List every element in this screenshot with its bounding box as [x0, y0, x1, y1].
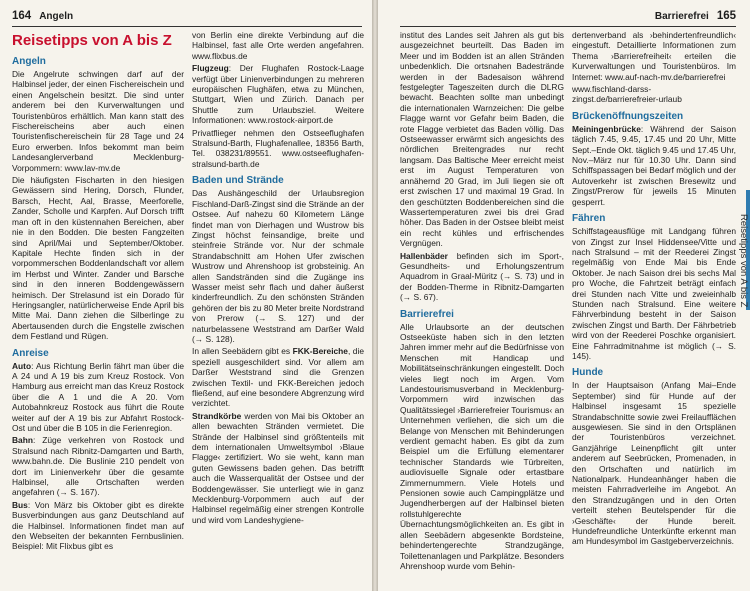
- paragraph: dertenverband als ›behindertenfreundlich‹ eingestuft. Detaillierte Informationen zum Thema ›Barrierefreiheit‹ erteilen die Kurverwaltungen und Touristenbüros. Im Internet: www.auf-nach-mv.de/barrierefrei: [572, 30, 736, 82]
- left-column-2: [192, 30, 364, 587]
- side-index-label: Reisetipps von A bis Z: [738, 214, 749, 308]
- right-column-2: [572, 30, 736, 587]
- right-page: [378, 0, 750, 591]
- paragraph: Schiffstageausflüge mit Landgang führen von Zingst zur Insel Hiddensee/Vitte und nach Stralsund – mit der Reederei Zingst regelmäßig von Ende Mai bis Ende Oktober. Je nach Saison drei bis sechs Mal pro Woche, die Fahrtzeit beträgt einfach drei Stunden nach Vitte und zweieinhalb Stunden nach Stralsund. Eine weitere Fährverbindung besteht in der Saison zwischen Zingst und Barth. Der Fährbetrieb wird von der Reederei Poschke organisiert. Eine Fahrradmitnahme ist möglich (→ S. 145).: [572, 226, 736, 361]
- left-page-header: [12, 10, 362, 24]
- left-page: [0, 0, 372, 591]
- paragraph-text: : Während der Saison täglich 7.45, 9.45, 17.45 und 20 Uhr, Mitte Sept.–Ende Okt. täglich 9.45 und 17.45 Uhr, Nov.–März nur für 10.30 Uhr. Dann sind Schiffspassagen bei Bedarf möglich und der Autoverkehr ist zwischen Bresewitz und Zingst/Prerow für jeweils 15 Minuten gesperrt.: [572, 123, 736, 207]
- right-columns: [400, 30, 736, 587]
- paragraph-url: www.fischland-darss-zingst.de/barrierefreier-urlaub: [572, 84, 682, 105]
- paragraph: In der Hauptsaison (Anfang Mai–Ende September) sind für Hunde auf der Halbinsel insgesamt 15 spezielle Strandabschnitte sowie zwei Freilaufflächen ausgewiesen. Sie sind in den Ortsplänen der Touristenbüros verzeichnet. Ganzjährige Leinenpflicht gilt unter anderem auf Seebrücken, Promenaden, in den Ortschaften und natürlich im Nationalpark. Hundeanhänger haben die meisten Fahrradverleihe im Angebot. An den Strandzugängen und in den Orten verteilt stehen Beutelspender für die ›Geschäfte‹ der Hunde bereit. Hundefreundliche Unterkünfte erkennt man am Hundesymbol im Gastgeberverzeichnis.: [572, 380, 736, 547]
- run-in-label: Meiningenbrücke: [572, 123, 641, 134]
- run-in-label: Bus: [12, 499, 28, 510]
- header-rule: [400, 26, 736, 27]
- paragraph: institut des Landes seit Jahren als gut bis ausgezeichnet beurteilt. Das Baden im Meer und im Bodden ist an allen Stränden unbedenklich. Die ortsnahen Badestrände werden in der Badesaison während festgelegter Tageszeiten durch die DLRG bewacht. Beachten sollte man unbedingt die internationalen Warnzeichen: Die gelbe Flagge warnt vor Gefahr beim Baden, die rote Flagge verbietet das Baden völlig. Das Ostseewasser erwärmt sich angesichts des nördlichen Breitengrades nur recht langsam. Das Baltische Meer erreicht meist erst im August Temperaturen von annähernd 20 Grad, im Juli liegen sie oft erst zwischen 17 und maximal 19 Grad. In den geschützten Boddenbereichen sind die Wassertemperaturen zwei bis drei Grad höher. Das Baden in der Ostsee bleibt meist ein recht kühles und erfrischendes Vergnügen.: [400, 30, 564, 249]
- paragraph-bahn: [12, 435, 184, 497]
- paragraph: Alle Urlaubsorte an der deutschen Ostseeküste haben sich in den letzten Jahren immer mehr auf die Bedürfnisse von Menschen mit Handicap und Mobilitätseinschränkungen eingestellt. Doch vieles liegt noch im Argen. Vom Landestourismusverband in Mecklenburg-Vorpommern wird inzwischen das Qualitätssiegel ›Barrierefreier Tourismus‹ an Unternehmen verliehen, die sich um die Belange von Menschen mit Behinderungen verdient gemacht haben. Es gibt da zum Beispiel um die Erfüllung elementarer technischer Standards wie Türbreiten, audiovisuelle Signale oder ertastbare Zimmernummern. Viele Hotels und Pensionen sowie auch Campingplätze und Jugendherbergen auf der Halbinsel bieten rollstuhlgerechte Übernachtungsmöglichkeiten an. Es gibt in allen Seebädern abgesenkte Bordsteine, behindertengerechte Strandzugänge, Toilettenanlagen und Parkplätze. Besonders Ahrenshoop wurde vom Behin-: [400, 321, 564, 571]
- paragraph: Privatflieger nehmen den Ostseeflughafen Stralsund-Barth, Flughafenallee, 18356 Barth, Tel. 038231/89551. www.ostseeflughafen-stralsund-barth.de: [192, 127, 364, 169]
- paragraph-text: : Der Flughafen Rostock-Laage verfügt über Linienverbindungen zu mehreren europäischen Flughäfen, etwa zu München, Stuttgart, Wien und Zürich. Danach per Shuttle zum Urlaubsziel. Weitere Informationen: www.rostock-airport.de: [192, 63, 364, 126]
- paragraph-text: , die speziell ausgeschildert sind. Vor allem am Darßer Weststrand sind die Grenzen zwischen Textil- und FKK-Bereichen jedoch fließend, auf eine besondere Abgrenzung wird verzichtet.: [192, 346, 364, 409]
- left-column-1: [12, 30, 184, 587]
- run-in-label: Bahn: [12, 435, 33, 446]
- running-header-section: Barrierefrei: [654, 11, 709, 22]
- paragraph-auto: [12, 361, 184, 434]
- paragraph-text: : Von März bis Oktober gibt es direkte Busverbindungen aus ganz Deutschland auf die Halbinsel. Informationen findet man auf den Webseiten der bekannten Fernbuslinien. Beispiel: Mit Flixbus gibt es: [12, 499, 184, 552]
- paragraph-flugzeug: [192, 63, 364, 125]
- right-column-1: [400, 30, 564, 587]
- paragraph-hallen: [400, 251, 564, 303]
- paragraph-text: werden von Mai bis Oktober an allen bewachten Stränden vermietet. Die Strände der Halbinsel sind größtenteils mit dem internationalen Umweltsymbol ›Blaue Flagge‹ zertifiziert. Wo sie weht, kann man guten Gewissens baden gehen. Das betrifft auch die Wasserqualität der Ostsee und der Boddengewässer. Sie unterliegt wie in ganz Mecklenburg-Vorpommern auch auf der Halbinsel regelmäßig einer strengen Kontrolle und wird vom Landeshygiene-: [192, 410, 364, 525]
- paragraph: Die Angelrute schwingen darf auf der Halbinsel jeder, der einen Fischereischein und einen Angelschein besitzt. Die sind unter anderem bei den Kurverwaltungen und Touristenbüros erhältlich. Man kann statt des Fischereischeins aber auch einen Touristenfischereischein für 28 Tage und 24 Euro erwerben. Infos bekommt man beim Landesanglerverband Mecklenburg-Vorpommern: www.lav-mv.de: [12, 69, 184, 173]
- paragraph: Das Aushängeschild der Urlaubsregion Fischland-Darß-Zingst sind die Strände an der Ostsee. Auf nahezu 60 Kilometern Länge findet man von Dierhagen und Wustrow bis Zingst höchst feinsandige, breite und steinfreie Strände vor. Nur der schmale Strandabschnitt am Hohen Ufer zwischen Wustrow und Ahrenshoop ist grobsteinig. An allen Sandstränden sind die Zugänge ins Wasser meist sehr flach und daher äußerst kinderfreundlich. Zu den schönsten Stränden gehören der bis zu 80 Meter breite Nordstrand von Prerow (→ S. 127) und der naturbelassene Weststrand am Darßer Wald (→ S. 128).: [192, 188, 364, 344]
- heading-angeln: Angeln: [12, 56, 46, 67]
- heading-baden: Baden und Strände: [192, 175, 284, 187]
- paragraph-text: : Aus Richtung Berlin fährt man über die A 24 und A 19 bis zum Kreuz Rostock. Von Hamburg aus erreicht man das Kreuz Rostock über die A 1 und die A 20. Vom Autobahnkreuz Rostock aus führt die Route weiter auf der A 19 bis zur Abfahrt Rostock-Ost und über die B 105 in die Ferienregion.: [12, 360, 184, 433]
- header-rule: [12, 26, 362, 27]
- left-columns: [12, 30, 364, 587]
- paragraph-bus: [12, 500, 184, 552]
- heading-faehren: Fähren: [572, 213, 606, 225]
- paragraph-strandkorb: [192, 411, 364, 525]
- heading-anreise: Anreise: [12, 347, 49, 359]
- heading-hunde: Hunde: [572, 367, 604, 379]
- right-page-header: [400, 10, 736, 24]
- run-in-label: Auto: [12, 360, 32, 371]
- run-in-label: FKK-Bereiche: [292, 346, 348, 357]
- run-in-label: Hallenbäder: [400, 250, 448, 261]
- chapter-title: Reisetipps von A bis Z: [12, 32, 172, 49]
- running-header-section: Angeln: [39, 11, 74, 22]
- paragraph-text: In allen Seebädern gibt es: [192, 346, 293, 357]
- page-number: 164: [12, 10, 32, 22]
- paragraph: Die häufigsten Fischarten in den hiesigen Gewässern sind Hering, Dorsch, Flunder, Barsch, Hecht, Aal, Brasse, Meerforelle, Zander, Scholle und Karpfen. Auf Dorsch trifft man oft in den küstennahen Bereichen, aber nie in den Bodden. Die besten Fangzeiten sind April/Mai und September/Oktober. Kapitale Hechte finden sich in der vorpommerschen Boddenlandschaft vor allem im Herbst und Winter. Zander und Barsche sind in den inneren Boddengewässern heimisch. Der Strelasund ist ein Dorado für Heringsangler, natürlicherweise Ende April bis Mitte Mai. Dann ziehen die Silberlinge zu Abertausenden durch die Engstelle zwischen dem Festland und Rügen.: [12, 175, 184, 342]
- paragraph: von Berlin eine direkte Verbindung auf die Halbinsel, fast alle Orte werden angefahren. www.flixbus.de: [192, 30, 364, 61]
- paragraph-meiningen: [572, 124, 736, 207]
- run-in-label: Strandkörbe: [192, 410, 242, 421]
- heading-bruecken: Brückenöffnungszeiten: [572, 110, 684, 122]
- run-in-label: Flugzeug: [192, 63, 229, 74]
- paragraph-text: : Züge verkehren von Rostock und Stralsund nach Ribnitz-Damgarten und Barth, www.bahn.de. Die Buslinie 210 pendelt von dort im Linienverkehr über die gesamte Halbinsel, alle Ortschaften werden angefahren (→ S. 167).: [12, 435, 184, 498]
- paragraph-fkk: [192, 346, 364, 408]
- paragraph-text: befinden sich im Sport-, Gesundheits- und Erholungszentrum Aquadrom in Graal-Müritz (→ S. 73) und in der Bodden-Therme in Ribnitz-Damgarten (→ S. 67).: [400, 250, 564, 303]
- page-number: 165: [716, 10, 736, 22]
- heading-barrierefrei: Barrierefrei: [400, 308, 454, 320]
